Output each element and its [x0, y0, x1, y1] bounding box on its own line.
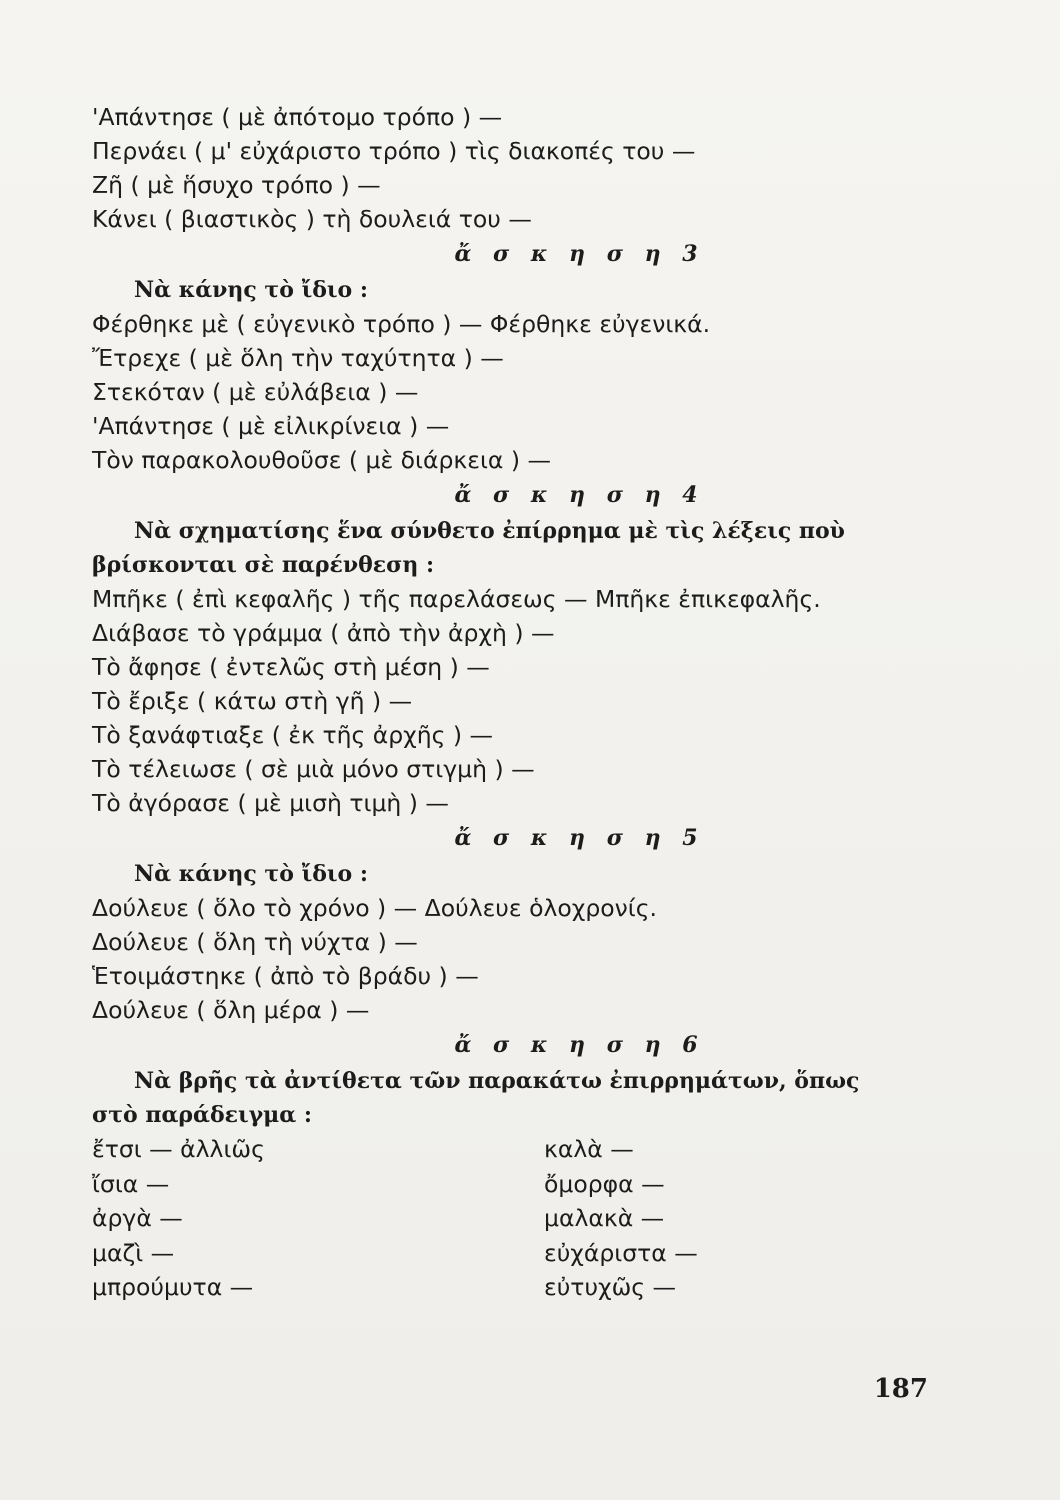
- text-line: Τὸ τέλειωσε ( σὲ μιὰ μόνο στιγμὴ ) —: [92, 755, 535, 783]
- exercise-instruction: Νὰ κάνης τὸ ἴδιο :: [134, 861, 368, 887]
- antonym-item: ἔτσι — ἀλλιῶς: [92, 1135, 265, 1163]
- antonym-item: ἀργὰ —: [92, 1204, 183, 1232]
- text-line: Κάνει ( βιαστικὸς ) τὴ δουλειά του —: [92, 205, 532, 233]
- page-content: [92, 100, 932, 1305]
- text-line: Ζῆ ( μὲ ἥσυχο τρόπο ) —: [92, 171, 381, 199]
- text-line: Τὸ ξανάφτιαξε ( ἐκ τῆς ἀρχῆς ) —: [92, 721, 494, 749]
- section-top: [92, 100, 932, 236]
- exercise-title: ἄ σ κ η σ η 4: [454, 482, 705, 508]
- antonym-grid: [92, 1132, 932, 1305]
- text-line: Τὸ ἀγόρασε ( μὲ μισὴ τιμὴ ) —: [92, 789, 449, 817]
- antonym-item: εὐχάριστα —: [544, 1238, 698, 1267]
- page-number: 187: [873, 1374, 928, 1404]
- antonym-item: μπρούμυτα —: [92, 1273, 254, 1301]
- text-line: 'Απάντησε ( μὲ εἰλικρίνεια ) —: [92, 412, 450, 440]
- exercise-3: [92, 237, 932, 477]
- text-line: Διάβασε τὸ γράμμα ( ἀπὸ τὴν ἀρχὴ ) —: [92, 619, 555, 647]
- text-line: 'Απάντησε ( μὲ ἀπότομο τρόπο ) —: [92, 103, 503, 131]
- exercise-instruction: Νὰ βρῆς τὰ ἀντίθετα τῶν παρακάτω ἐπιρρημάτων, ὅπως: [134, 1068, 860, 1094]
- exercise-6: [92, 1028, 932, 1305]
- text-line: Δούλευε ( ὅλη τὴ νύχτα ) —: [92, 928, 418, 956]
- text-line: Μπῆκε ( ἐπὶ κεφαλῆς ) τῆς παρελάσεως — Μπῆκε ἐπικεφαλῆς.: [92, 585, 821, 613]
- antonym-item: μαζὶ —: [92, 1238, 175, 1267]
- exercise-instruction: στὸ παράδειγμα :: [92, 1102, 312, 1128]
- exercise-4: [92, 478, 932, 820]
- text-line: Περνάει ( μ' εὐχάριστο τρόπο ) τὶς διακοπές του —: [92, 137, 696, 165]
- exercise-title: ἄ σ κ η σ η 3: [454, 241, 705, 267]
- exercise-title: ἄ σ κ η σ η 5: [454, 825, 705, 851]
- text-line: Τὸ ἔριξε ( κάτω στὴ γῆ ) —: [92, 687, 413, 715]
- exercise-instruction: Νὰ σχηματίσης ἕνα σύνθετο ἐπίρρημα μὲ τὶς λέξεις ποὺ: [134, 518, 845, 544]
- text-line: Τὸν παρακολουθοῦσε ( μὲ διάρκεια ) —: [92, 446, 552, 474]
- exercise-instruction: Νὰ κάνης τὸ ἴδιο :: [134, 277, 368, 303]
- exercise-title: ἄ σ κ η σ η 6: [454, 1032, 705, 1058]
- antonym-item: ὄμορφα —: [544, 1169, 665, 1198]
- antonym-item: εὐτυχῶς —: [544, 1273, 677, 1301]
- text-line: Δούλευε ( ὅλο τὸ χρόνο ) — Δούλευε ὁλοχρονίς.: [92, 894, 657, 922]
- text-line: Στεκόταν ( μὲ εὐλάβεια ) —: [92, 378, 419, 406]
- text-line: Δούλευε ( ὅλη μέρα ) —: [92, 996, 370, 1024]
- antonym-item: ἴσια —: [92, 1169, 170, 1198]
- antonym-item: καλὰ —: [544, 1135, 634, 1163]
- exercise-instruction: βρίσκονται σὲ παρένθεση :: [92, 552, 435, 578]
- text-line: Φέρθηκε μὲ ( εὐγενικὸ τρόπο ) — Φέρθηκε εὐγενικά.: [92, 310, 711, 338]
- antonym-item: μαλακὰ —: [544, 1204, 665, 1232]
- text-line: Ἑτοιμάστηκε ( ἀπὸ τὸ βράδυ ) —: [92, 962, 479, 990]
- text-line: Τὸ ἄφησε ( ἐντελῶς στὴ μέση ) —: [92, 653, 490, 681]
- text-line: Ἔτρεχε ( μὲ ὅλη τὴν ταχύτητα ) —: [92, 344, 504, 372]
- exercise-5: [92, 821, 932, 1027]
